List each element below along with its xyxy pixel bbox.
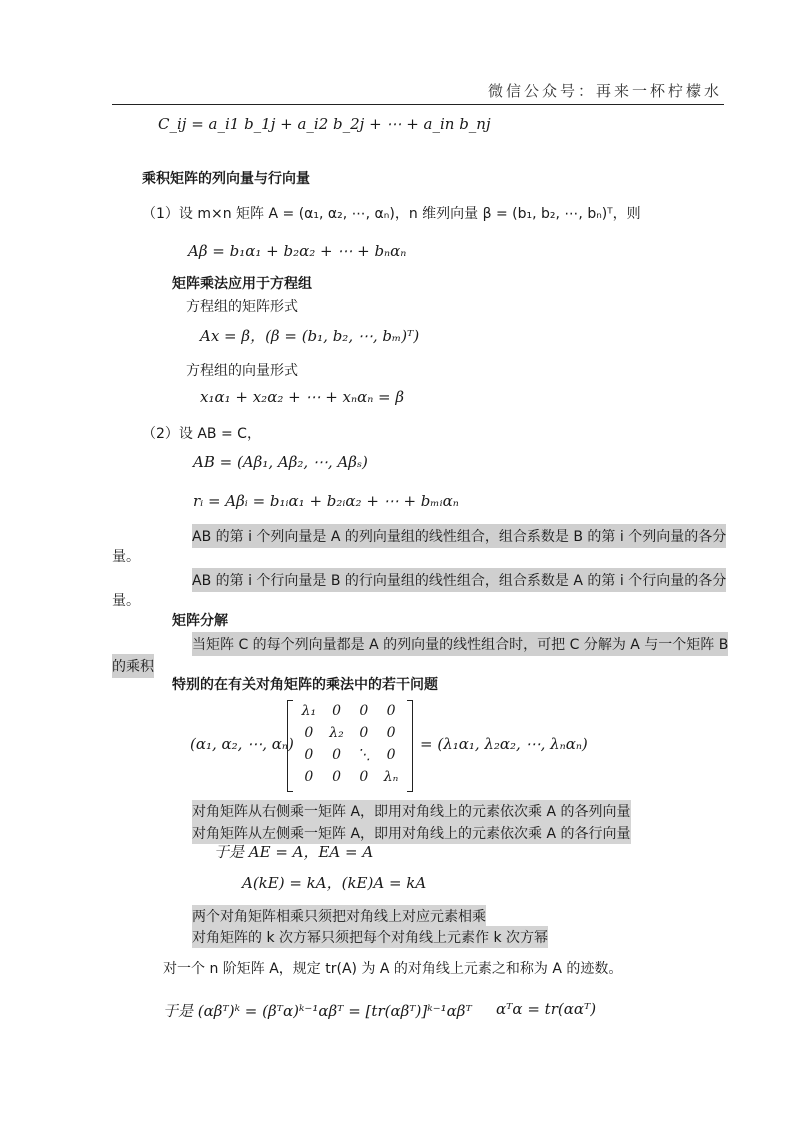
page-header: 微信公众号：再来一杯柠檬水 bbox=[487, 82, 722, 100]
matrix-cell: ⋱ bbox=[356, 747, 371, 763]
formula-ri: rᵢ = Aβᵢ = b₁ᵢα₁ + b₂ᵢα₂ + ⋯ + bₘᵢαₙ bbox=[193, 492, 459, 510]
paragraph-right-multiply: 对角矩阵从右侧乘一矩阵 A，即用对角线上的元素依次乘 A 的各列向量 bbox=[192, 800, 631, 822]
matrix-cell: λ₂ bbox=[329, 725, 344, 741]
matrix-row bbox=[295, 744, 405, 766]
heading-product-vectors: 乘积矩阵的列向量与行向量 bbox=[142, 171, 310, 187]
formula-identity: 于是 AE = A，EA = A bbox=[214, 843, 374, 861]
matrix-row bbox=[295, 766, 405, 788]
paragraph-decomposition-cont: 的乘积 bbox=[112, 654, 154, 678]
text-trace-definition: 对一个 n 阶矩阵 A，规定 tr(A) 为 A 的对角线上元素之和称为 A 的迹数。 bbox=[163, 961, 623, 977]
matrix-cell: 0 bbox=[386, 747, 396, 763]
formula-trace-power: 于是 (αβᵀ)ᵏ = (βᵀα)ᵏ⁻¹αβᵀ = [tr(αβᵀ)]ᵏ⁻¹αβᵀ bbox=[163, 1002, 472, 1020]
paragraph-decomposition: 当矩阵 C 的每个列向量都是 A 的列向量的线性组合时，可把 C 分解为 A 与一个矩阵 B bbox=[192, 632, 728, 656]
paragraph-row-vector: AB 的第 i 个行向量是 B 的行向量组的线性组合，组合系数是 A 的第 i 个行向量的各分 bbox=[192, 568, 726, 592]
formula-scalar: A(kE) = kA，(kE)A = kA bbox=[242, 874, 427, 892]
paragraph-row-vector-cont: 量。 bbox=[112, 593, 140, 609]
paragraph-column-vector-cont: 量。 bbox=[112, 549, 140, 565]
matrix-cell: 0 bbox=[304, 769, 314, 785]
formula-cij: C_ij = a_i1 b_1j + a_i2 b_2j + ⋯ + a_in b_nj bbox=[158, 115, 491, 133]
header-rule bbox=[112, 104, 724, 105]
text-set-ab: （2）设 AB = C， bbox=[142, 426, 261, 442]
matrix-right-bracket bbox=[407, 700, 413, 792]
heading-diagonal-matrix: 特别的在有关对角矩阵的乘法中的若干问题 bbox=[172, 677, 438, 693]
matrix-cell: 0 bbox=[332, 747, 342, 763]
heading-matrix-decomposition: 矩阵分解 bbox=[172, 613, 228, 629]
matrix-cell: 0 bbox=[304, 725, 314, 741]
formula-trace-identity: αᵀα = tr(ααᵀ) bbox=[496, 1000, 597, 1018]
formula-abeta: Aβ = b₁α₁ + b₂α₂ + ⋯ + bₙαₙ bbox=[188, 242, 407, 260]
diagonal-matrix bbox=[287, 700, 413, 792]
matrix-cell: 0 bbox=[304, 747, 314, 763]
text-matrix-form: 方程组的矩阵形式 bbox=[186, 299, 298, 315]
formula-ax-beta: Ax = β，(β = (b₁, b₂, ⋯, bₘ)ᵀ) bbox=[200, 327, 420, 345]
matrix-row bbox=[295, 722, 405, 744]
paragraph-left-multiply: 对角矩阵从左侧乘一矩阵 A，即用对角线上的元素依次乘 A 的各行向量 bbox=[192, 822, 631, 844]
matrix-cell: 0 bbox=[359, 769, 369, 785]
formula-ab: AB = (Aβ₁, Aβ₂, ⋯, Aβₛ) bbox=[193, 453, 368, 471]
matrix-table bbox=[295, 700, 405, 788]
text-vector-form: 方程组的向量形式 bbox=[186, 363, 298, 379]
matrix-left-bracket bbox=[287, 700, 293, 792]
matrix-cell: λₙ bbox=[383, 769, 399, 785]
formula-matrix-left: (α₁, α₂, ⋯, αₙ) bbox=[190, 735, 294, 753]
matrix-cell: 0 bbox=[332, 703, 342, 719]
heading-equation-system: 矩阵乘法应用于方程组 bbox=[172, 276, 312, 292]
matrix-cell: 0 bbox=[332, 769, 342, 785]
formula-vector-form: x₁α₁ + x₂α₂ + ⋯ + xₙαₙ = β bbox=[200, 388, 405, 406]
matrix-cell: 0 bbox=[386, 725, 396, 741]
paragraph-column-vector: AB 的第 i 个列向量是 A 的列向量组的线性组合，组合系数是 B 的第 i 个列向量的各分 bbox=[192, 524, 726, 548]
formula-matrix-right: = (λ₁α₁, λ₂α₂, ⋯, λₙαₙ) bbox=[420, 735, 588, 753]
text-set-matrix: （1）设 m×n 矩阵 A = (α₁, α₂, ⋯, αₙ)，n 维列向量 β = (b₁, b₂, ⋯, bₙ)ᵀ，则 bbox=[142, 206, 641, 222]
matrix-row bbox=[295, 700, 405, 722]
matrix-cell: 0 bbox=[386, 703, 396, 719]
paragraph-diagonal-power: 对角矩阵的 k 次方幂只须把每个对角线上元素作 k 次方幂 bbox=[192, 926, 548, 948]
matrix-cell: λ₁ bbox=[301, 703, 317, 719]
paragraph-diagonal-product: 两个对角矩阵相乘只须把对角线上对应元素相乘 bbox=[192, 905, 486, 927]
matrix-cell: 0 bbox=[359, 703, 369, 719]
matrix-cell: 0 bbox=[359, 725, 369, 741]
